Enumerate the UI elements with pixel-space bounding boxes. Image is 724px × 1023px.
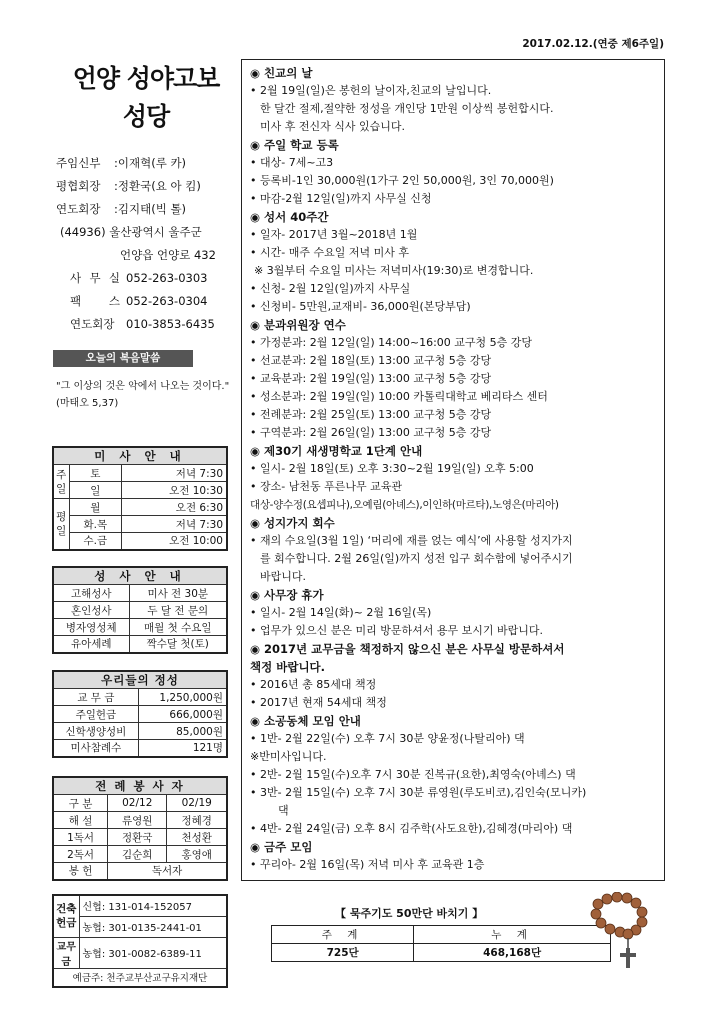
mass-time: 저녁 7:30 — [122, 465, 227, 482]
mass-time: 저녁 7:30 — [122, 516, 227, 533]
section-item: • 2017년 현재 54세대 책정 — [250, 694, 655, 712]
info-row — [56, 198, 236, 221]
address-line2: 언양읍 언양로 432 — [120, 248, 216, 262]
offering-amount: 666,000원 — [138, 706, 227, 723]
section-item-cont: 댁 — [278, 804, 289, 817]
servers-header-cell: 구 분 — [53, 795, 108, 812]
bulletin-date: 2017.02.12.(연중 제6주일) — [522, 38, 664, 50]
rosary-prayer-table — [271, 925, 611, 962]
servers-person: 천성환 — [167, 829, 227, 846]
tel-row — [56, 267, 236, 290]
rosary-icon — [588, 892, 654, 972]
section-title: ◉ 제30기 새생명학교 1단계 안내 — [250, 444, 423, 458]
mass-day: 화.목 — [69, 516, 122, 533]
offering-name: 신학생양성비 — [53, 723, 138, 740]
servers-role: 봉 헌 — [53, 863, 108, 880]
fund-account: 농협: 301-0082-6389-11 — [79, 937, 227, 968]
info-value: :정환국(요 아 킴) — [114, 179, 201, 193]
section-item: • 1반- 2월 22일(수) 오후 7시 30분 양윤정(나탈리아) 댁 — [250, 730, 655, 748]
section-item: • 장소- 남천동 푸른나무 교육관 — [250, 478, 655, 496]
offering-amount: 1,250,000원 — [138, 689, 227, 706]
section-item: • 구역분과: 2월 26일(일) 13:00 교구청 5층 강당 — [250, 424, 655, 442]
section-item-cont: 한 달간 절제,절약한 정성을 개인당 1만원 이상씩 봉헌합시다. — [260, 102, 554, 115]
servers-person: 김순희 — [108, 846, 167, 863]
section-item: • 가정분과: 2월 12일(일) 14:00~16:00 교구청 5층 강당 — [250, 334, 655, 352]
section-item: • 성소분과: 2월 19일(일) 10:00 카톨릭대학교 베리타스 센터 — [250, 388, 655, 406]
section-item: 대상-양수정(요셉피나),오예림(아녜스),이인하(마르타),노영은(마리아) — [250, 499, 559, 511]
mass-time: 오전 10:00 — [122, 533, 227, 550]
fund-holder: 예금주: 천주교부산교구유지재단 — [53, 968, 227, 987]
info-row — [56, 175, 236, 198]
tel-value: 052-263-0303 — [126, 271, 208, 285]
section-note: ※반미사입니다. — [250, 750, 327, 763]
offering-amount: 85,000원 — [138, 723, 227, 740]
prayer-total-value: 468,168단 — [414, 944, 611, 962]
section-title: ◉ 성서 40주간 — [250, 210, 329, 224]
section-item: • 재의 수요일(3월 1일) ‘머리에 재를 얹는 예식’에 사용할 성지가지 — [250, 532, 655, 550]
servers-person: 류영원 — [108, 812, 167, 829]
announcements — [250, 64, 655, 874]
section-note: ※ 3월부터 수요일 미사는 저녁미사(19:30)로 변경합니다. — [254, 264, 534, 277]
offering-name: 미사참례수 — [53, 740, 138, 757]
section-item: • 교육분과: 2월 19일(일) 13:00 교구청 5층 강당 — [250, 370, 655, 388]
servers-role: 2독서 — [53, 846, 108, 863]
tel-row — [56, 290, 236, 313]
section-item: • 전례분과: 2월 25일(토) 13:00 교구청 5층 강당 — [250, 406, 655, 424]
tel-label: 연도회장 — [70, 317, 115, 331]
sacrament-desc: 매월 첫 수요일 — [129, 619, 227, 636]
fund-label — [53, 895, 79, 937]
section-title: ◉ 주일 학교 등록 — [250, 138, 339, 152]
section-title: ◉ 2017년 교무금을 책정하지 않으신 분은 사무실 방문하셔서 — [250, 642, 565, 656]
prayer-col-header: 주 계 — [272, 926, 414, 944]
section-title-cont: 책정 바랍니다. — [250, 660, 326, 674]
offering-table — [52, 670, 228, 758]
section-title: ◉ 사무장 휴가 — [250, 588, 324, 602]
servers-person: 독서자 — [108, 863, 227, 880]
mass-time: 오전 6:30 — [122, 499, 227, 516]
servers-person: 정환국 — [108, 829, 167, 846]
sacrament-desc: 짝수달 첫(토) — [129, 636, 227, 653]
offering-amount: 121명 — [138, 740, 227, 757]
tel-row — [56, 313, 236, 336]
fund-account: 신협: 131-014-152057 — [79, 895, 227, 916]
info-row — [56, 152, 236, 175]
mass-day: 토 — [69, 465, 122, 482]
fund-label: 교무금 — [53, 937, 79, 968]
sacrament-table — [52, 566, 228, 654]
mass-day: 월 — [69, 499, 122, 516]
sacrament-name: 병자영성체 — [53, 619, 129, 636]
prayer-col-header: 누 계 — [414, 926, 611, 944]
section-item: • 꾸리아- 2월 16일(목) 저녁 미사 후 교육관 1층 — [250, 856, 655, 874]
info-value: :이재혁(루 카) — [114, 156, 187, 170]
section-title: ◉ 친교의 날 — [250, 66, 313, 80]
offering-title: 우리들의 정성 — [53, 671, 227, 689]
section-item: • 일자- 2017년 3월~2018년 1월 — [250, 226, 655, 244]
section-item: • 선교분과: 2월 18일(토) 13:00 교구청 5층 강당 — [250, 352, 655, 370]
servers-header-cell: 02/19 — [167, 795, 227, 812]
tel-value: 052-263-0304 — [126, 294, 208, 308]
section-item: • 일시- 2월 18일(토) 오후 3:30~2월 19일(일) 오후 5:00 — [250, 460, 655, 478]
section-item: • 등록비-1인 30,000원(1가구 2인 50,000원, 3인 70,000원) — [250, 172, 655, 190]
offering-name: 교 무 금 — [53, 689, 138, 706]
section-title: ◉ 소공동체 모임 안내 — [250, 714, 361, 728]
section-item: • 업무가 있으신 분은 미리 방문하셔서 용무 보시기 바랍니다. — [250, 622, 655, 640]
section-title: ◉ 분과위원장 연수 — [250, 318, 346, 332]
section-title: ◉ 성지가지 회수 — [250, 516, 335, 530]
parish-title-line1: 언양 성야고보 — [72, 64, 220, 93]
sacrament-name: 유아세례 — [53, 636, 129, 653]
section-item: • 신청비- 5만원,교재비- 36,000원(본당부담) — [250, 298, 655, 316]
prayer-weekly-value: 725단 — [272, 944, 414, 962]
section-item: • 2월 19일(일)은 봉헌의 날이자,친교의 날입니다. — [250, 82, 655, 100]
servers-person: 홍영애 — [167, 846, 227, 863]
info-value: :김지태(빅 톨) — [114, 202, 187, 216]
section-item-cont: 바랍니다. — [260, 570, 307, 583]
tel-label: 사 무 실 — [70, 271, 120, 285]
info-label: 평협회장 — [56, 179, 101, 193]
fund-account: 농협: 301-0135-2441-01 — [79, 916, 227, 937]
mass-day: 일 — [69, 482, 122, 499]
mass-group-sunday: 주일 — [53, 465, 69, 499]
fund-label-line1: 건축 — [56, 903, 77, 916]
info-label: 주임신부 — [56, 156, 101, 170]
sacrament-name: 고해성사 — [53, 585, 129, 602]
gospel-header: 오늘의 복음말씀 — [53, 350, 193, 367]
mass-table — [52, 446, 228, 551]
fund-table — [52, 894, 228, 988]
tel-label: 팩 스 — [70, 294, 120, 308]
servers-role: 1독서 — [53, 829, 108, 846]
gospel-text: "그 이상의 것은 악에서 나오는 것이다." (마태오 5,37) — [56, 381, 230, 409]
section-item-cont: 미사 후 전신자 식사 있습니다. — [260, 120, 405, 133]
address-line1: (44936) 울산광역시 울주군 — [60, 225, 202, 239]
mass-title: 미 사 안 내 — [53, 447, 227, 465]
sacrament-desc: 미사 전 30분 — [129, 585, 227, 602]
section-item: • 3반- 2월 15일(수) 오후 7시 30분 류영원(루도비코),김인숙(모니카) — [250, 784, 655, 802]
parish-title — [56, 60, 236, 136]
section-item: • 2016년 총 85세대 책정 — [250, 676, 655, 694]
servers-table — [52, 776, 228, 881]
sacrament-title: 성 사 안 내 — [53, 567, 227, 585]
servers-title: 전 례 봉 사 자 — [53, 777, 227, 795]
fund-label-line2: 헌금 — [56, 917, 77, 930]
section-title: ◉ 금주 모임 — [250, 840, 313, 854]
parish-info — [56, 152, 236, 336]
section-item: • 2반- 2월 15일(수)오후 7시 30분 진복규(요한),최영숙(아녜스) 댁 — [250, 766, 655, 784]
mass-day: 수.금 — [69, 533, 122, 550]
sacrament-desc: 두 달 전 문의 — [129, 602, 227, 619]
mass-group-weekday: 평일 — [53, 499, 69, 550]
mass-time: 오전 10:30 — [122, 482, 227, 499]
servers-role: 해 설 — [53, 812, 108, 829]
tel-value: 010-3853-6435 — [126, 317, 215, 331]
section-item: • 일시- 2월 14일(화)~ 2월 16일(목) — [250, 604, 655, 622]
servers-person: 정혜경 — [167, 812, 227, 829]
section-item: • 시간- 매주 수요일 저녁 미사 후 — [250, 244, 655, 262]
info-label: 연도회장 — [56, 202, 101, 216]
section-item-cont: 를 회수합니다. 2월 26일(일)까지 성전 입구 회수함에 넣어주시기 — [260, 552, 573, 565]
section-item: • 대상- 7세~고3 — [250, 154, 655, 172]
sacrament-name: 혼인성사 — [53, 602, 129, 619]
servers-header-cell: 02/12 — [108, 795, 167, 812]
parish-title-line2: 성당 — [122, 102, 170, 131]
section-item: • 마감-2월 12일(일)까지 사무실 신청 — [250, 190, 655, 208]
rosary-prayer-title: 【 묵주기도 50만단 바치기 】 — [335, 907, 484, 920]
section-item: • 4반- 2월 24일(금) 오후 8시 김주학(사도요한),김혜경(마리아) 댁 — [250, 820, 655, 838]
offering-name: 주일헌금 — [53, 706, 138, 723]
section-item: • 신청- 2월 12일(일)까지 사무실 — [250, 280, 655, 298]
